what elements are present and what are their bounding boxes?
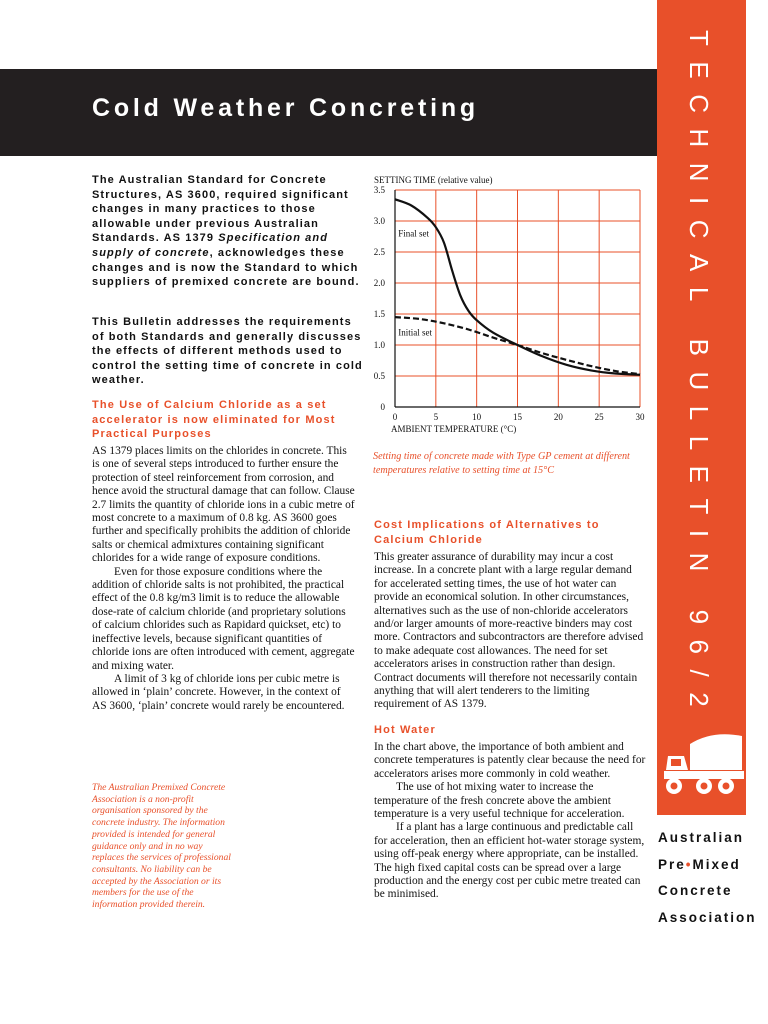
intro-paragraph-1 — [92, 173, 364, 290]
section-body-hot-water — [374, 741, 646, 902]
concrete-truck-icon — [660, 730, 744, 804]
intro-text-b: , acknowledges these changes and is now the Standard to which suppliers of premixed concrete are bound. — [92, 246, 360, 289]
section-body-cost — [374, 551, 646, 712]
y-tick-label: 0.5 — [373, 371, 385, 381]
section-heading-cost: Cost Implications of Alternatives to Calcium Chloride — [374, 519, 600, 546]
section-heading-calcium-chloride: The Use of Calcium Chloride as a set accelerator is now eliminated for Most Practical Purposes — [92, 399, 336, 441]
x-tick-label: 15 — [513, 412, 522, 422]
section-heading-hot-water: Hot Water — [374, 724, 436, 736]
chart-caption: Setting time of concrete made with Type GP cement at different temperatures relative to setting time at 15°C — [373, 451, 630, 476]
x-tick-label: 20 — [553, 412, 563, 422]
x-axis-label: AMBIENT TEMPERATURE (°C) — [391, 424, 517, 434]
body-paragraph: A limit of 3 kg of chloride ions per cubic metre is allowed in ‘plain’ concrete. However, in the context of AS 3600, ‘plain’ concrete would rarely be encountered. — [92, 672, 345, 712]
intro-paragraph-2 — [92, 315, 364, 388]
body-paragraph: The use of hot mixing water to increase the temperature of the fresh concrete above the ambient temperature is a very useful technique for acceleration. — [374, 781, 625, 821]
setting-time-chart — [364, 172, 654, 444]
series-label-initial-set: Initial set — [398, 327, 433, 338]
section-body-calcium-chloride — [92, 445, 357, 713]
bulletin-label — [657, 30, 746, 723]
x-tick-label: 10 — [472, 412, 482, 422]
association-word: Pre — [658, 856, 686, 872]
body-paragraph: In the chart above, the importance of both ambient and concrete temperatures is patently clear because the need for accelerators arises more commonly in cold weather. — [374, 741, 646, 780]
y-axis-label: SETTING TIME (relative value) — [374, 175, 493, 185]
bulletin-label-text: TECHNICAL BULLETIN 96/2 — [683, 30, 714, 723]
association-word: Mixed — [692, 856, 741, 872]
x-tick-label: 25 — [594, 412, 604, 422]
page-title: Cold Weather Concreting — [92, 94, 479, 122]
series-label-final-set: Final set — [398, 228, 430, 239]
association-line: Association — [658, 909, 757, 925]
association-line: Australian — [658, 830, 745, 845]
y-tick-label: 3.0 — [373, 216, 385, 226]
y-tick-label: 1.5 — [373, 309, 385, 319]
bullet-dot: • — [685, 856, 693, 872]
y-tick-label: 2.5 — [373, 247, 385, 257]
association-name — [658, 825, 758, 931]
y-tick-label: 0 — [380, 402, 385, 412]
association-line-compound — [658, 852, 758, 879]
y-tick-label: 1.0 — [373, 340, 385, 350]
body-paragraph: If a plant has a large continuous and predictable call for acceleration, then an efficient hot-water storage system, using off-peak energy where appropriate, can be installed. The high fixed capital costs can be spread over a large production and the energy cost per cubic metre treated can be minimised. — [374, 821, 645, 901]
intro-standard-title: Specification and supply of concrete — [92, 232, 329, 259]
body-paragraph: Even for those exposure conditions where the addition of chloride salts is not prohibited, the practical effect of the 0.8 kg/m3 limit is to reduce the allowable dose-rate of calcium chloride (and proprietary solutions of calcium chlorides such as Rapidard quickset, etc) to ineffective levels, because significant quantities of chloride ions are often introduced with cement, aggregate and mixing water. — [92, 565, 355, 672]
x-tick-label: 5 — [433, 412, 439, 422]
intro-text-2: This Bulletin addresses the requirements of both Standards and generally discusses the effects of different methods used to control the setting time of concrete in cold weather. — [92, 316, 363, 387]
association-line: Concrete — [658, 883, 733, 898]
y-tick-label: 3.5 — [373, 185, 385, 195]
body-paragraph: AS 1379 places limits on the chlorides in concrete. This is one of several steps introduced to further ensure the protection of steel reinforcement from corrosion, and hence avoid the structural damage that can follow. Clause 2.7 limits the quantity of chloride ions in a cubic metre of most concrete to a maximum of 0.8 kg. AS 3600 goes further and specifically prohibits the addition of chloride salts or chemical admixtures containing significant chlorides for a wide range of exposure conditions. — [92, 445, 355, 565]
body-paragraph: This greater assurance of durability may incur a cost increase. In a concrete plant with a large regular demand for accelerated setting times, the use of hot water can provide an economical solution. In other circumstances, alternatives such as the use of non-chloride accelerators and/or larger amounts of more-reactive binders may cost more. Contractors and subcontractors are therefore advised to make adequate cost allowances. The need for set accelerators arises in construction rather than design. Contract documents will therefore not necessarily contain anything that will alert tenderers to the limiting requirement of AS 1379. — [374, 551, 644, 711]
disclaimer: The Australian Premixed Concrete Association is a non-profit organisation sponsored by the concrete industry. The information provided is intended for general guidance only and in no way replaces the services of professional consultants. No liability can be accepted by the Association or its members for the use of the information provided therein. — [92, 782, 231, 911]
intro-text-a: The Australian Standard for Concrete Structures, AS 3600, required significant changes in many practices to those allowable under previous Australian Standards. AS 1379 — [92, 174, 349, 245]
x-tick-label: 0 — [392, 412, 398, 422]
y-tick-label: 2.0 — [373, 278, 385, 288]
x-tick-label: 30 — [635, 412, 645, 422]
